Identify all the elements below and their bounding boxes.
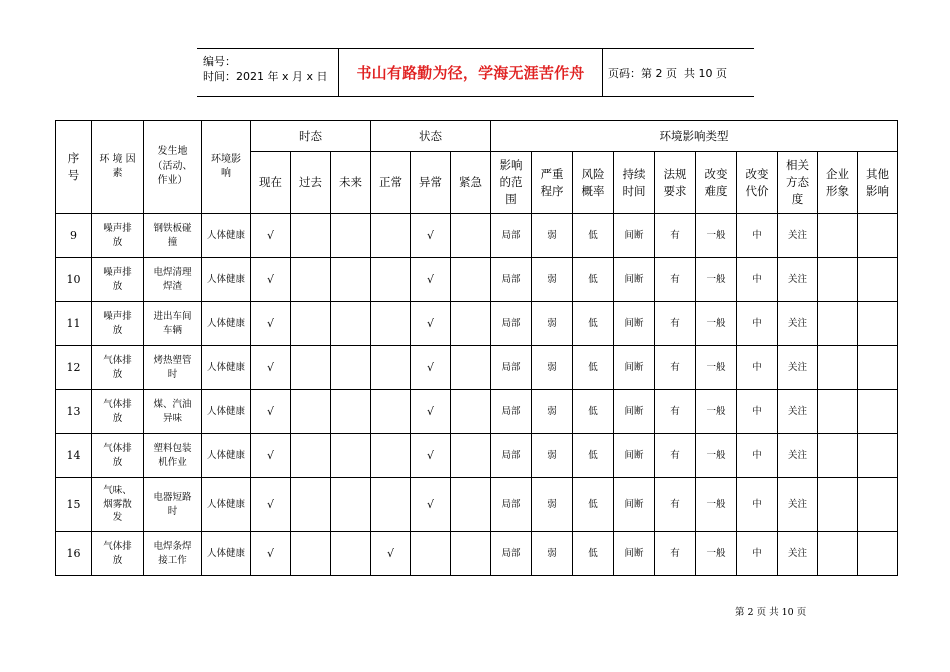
cell-location: 钢铁板碰撞 [144, 214, 202, 258]
cell-cost: 中 [737, 390, 778, 434]
table-row [56, 478, 898, 532]
cell-image [818, 434, 858, 478]
cell-factor: 气体排放 [92, 532, 144, 576]
cell-difficulty: 一般 [696, 390, 737, 434]
table-row [56, 434, 898, 478]
cell-factor: 气体排放 [92, 434, 144, 478]
cell-scope: 局部 [491, 214, 532, 258]
cell-future [331, 390, 371, 434]
cell-location: 煤、汽油异味 [144, 390, 202, 434]
cell-law: 有 [655, 214, 696, 258]
header-tense-group: 时态 [251, 121, 371, 152]
cell-scope: 局部 [491, 390, 532, 434]
cell-risk: 低 [573, 302, 614, 346]
cell-future [331, 434, 371, 478]
cell-other [858, 302, 898, 346]
cell-attitude: 关注 [778, 302, 818, 346]
motto-text: 书山有路勤为径，学海无涯苦作舟 [339, 49, 603, 96]
cell-seq: 13 [56, 390, 92, 434]
cell-duration: 间断 [614, 302, 655, 346]
cell-now: √ [251, 478, 291, 532]
cell-cost: 中 [737, 346, 778, 390]
cell-cost: 中 [737, 302, 778, 346]
cell-image [818, 214, 858, 258]
cell-other [858, 532, 898, 576]
cell-other [858, 214, 898, 258]
cell-law: 有 [655, 478, 696, 532]
cell-impact: 人体健康 [202, 214, 251, 258]
cell-normal [371, 434, 411, 478]
cell-risk: 低 [573, 532, 614, 576]
cell-image [818, 478, 858, 532]
cell-normal [371, 478, 411, 532]
header-type-severity: 严重程序 [532, 152, 573, 214]
cell-cost: 中 [737, 434, 778, 478]
header-type-attitude: 相关方态度 [778, 152, 818, 214]
cell-other [858, 434, 898, 478]
page-label: 页码：第 2 页 共 10 页 [608, 66, 727, 80]
cell-duration: 间断 [614, 346, 655, 390]
cell-attitude: 关注 [778, 214, 818, 258]
cell-factor: 气体排放 [92, 390, 144, 434]
table-row [56, 532, 898, 576]
cell-location: 电焊清理焊渣 [144, 258, 202, 302]
cell-cost: 中 [737, 532, 778, 576]
cell-difficulty: 一般 [696, 214, 737, 258]
cell-scope: 局部 [491, 478, 532, 532]
cell-scope: 局部 [491, 258, 532, 302]
cell-image [818, 390, 858, 434]
cell-urgent [451, 390, 491, 434]
cell-difficulty: 一般 [696, 532, 737, 576]
cell-seq: 12 [56, 346, 92, 390]
cell-difficulty: 一般 [696, 434, 737, 478]
cell-location: 进出车间车辆 [144, 302, 202, 346]
cell-duration: 间断 [614, 390, 655, 434]
header-type-scope: 影响的范围 [491, 152, 532, 214]
header-seq: 序号 [56, 121, 92, 214]
cell-now: √ [251, 214, 291, 258]
cell-normal [371, 258, 411, 302]
environment-factor-table [55, 120, 898, 576]
header-impact: 环境影响 [202, 121, 251, 214]
cell-severity: 弱 [532, 302, 573, 346]
cell-law: 有 [655, 258, 696, 302]
cell-duration: 间断 [614, 214, 655, 258]
cell-seq: 15 [56, 478, 92, 532]
cell-scope: 局部 [491, 434, 532, 478]
cell-attitude: 关注 [778, 346, 818, 390]
cell-location: 电焊条焊接工作 [144, 532, 202, 576]
cell-severity: 弱 [532, 478, 573, 532]
cell-future [331, 478, 371, 532]
cell-past [291, 258, 331, 302]
cell-impact: 人体健康 [202, 478, 251, 532]
cell-severity: 弱 [532, 214, 573, 258]
header-state-abnormal: 异常 [411, 152, 451, 214]
document-header [197, 48, 754, 97]
cell-impact: 人体健康 [202, 258, 251, 302]
cell-past [291, 532, 331, 576]
cell-future [331, 532, 371, 576]
cell-other [858, 346, 898, 390]
cell-risk: 低 [573, 214, 614, 258]
cell-duration: 间断 [614, 478, 655, 532]
cell-attitude: 关注 [778, 258, 818, 302]
cell-impact: 人体健康 [202, 434, 251, 478]
cell-other [858, 390, 898, 434]
header-meta [197, 49, 339, 96]
cell-factor: 噪声排放 [92, 258, 144, 302]
cell-factor: 气体排放 [92, 346, 144, 390]
cell-abnormal: √ [411, 478, 451, 532]
cell-image [818, 258, 858, 302]
cell-law: 有 [655, 532, 696, 576]
header-tense-past: 过去 [291, 152, 331, 214]
header-type-image: 企业形象 [818, 152, 858, 214]
cell-seq: 16 [56, 532, 92, 576]
cell-abnormal: √ [411, 390, 451, 434]
cell-seq: 10 [56, 258, 92, 302]
cell-other [858, 478, 898, 532]
cell-now: √ [251, 434, 291, 478]
cell-cost: 中 [737, 214, 778, 258]
header-type-other: 其他影响 [858, 152, 898, 214]
cell-urgent [451, 434, 491, 478]
time-label: 时间：2021 年 x 月 x 日 [203, 70, 328, 83]
cell-abnormal: √ [411, 346, 451, 390]
cell-impact: 人体健康 [202, 390, 251, 434]
cell-normal [371, 346, 411, 390]
header-page [603, 49, 754, 96]
cell-abnormal: √ [411, 258, 451, 302]
cell-image [818, 302, 858, 346]
table-body [56, 214, 898, 576]
table-row [56, 302, 898, 346]
cell-location: 烤热塑管时 [144, 346, 202, 390]
cell-past [291, 478, 331, 532]
page-footer: 第 2 页 共 10 页 [735, 607, 807, 618]
cell-urgent [451, 302, 491, 346]
header-type-duration: 持续时间 [614, 152, 655, 214]
header-location: 发生地（活动、作业） [144, 121, 202, 214]
cell-normal [371, 214, 411, 258]
cell-other [858, 258, 898, 302]
cell-abnormal [411, 532, 451, 576]
cell-location: 塑料包装机作业 [144, 434, 202, 478]
cell-scope: 局部 [491, 532, 532, 576]
cell-normal [371, 302, 411, 346]
cell-abnormal: √ [411, 434, 451, 478]
cell-normal [371, 390, 411, 434]
cell-urgent [451, 478, 491, 532]
cell-now: √ [251, 258, 291, 302]
cell-now: √ [251, 532, 291, 576]
cell-now: √ [251, 346, 291, 390]
table-row [56, 390, 898, 434]
cell-location: 电器短路时 [144, 478, 202, 532]
cell-cost: 中 [737, 258, 778, 302]
cell-attitude: 关注 [778, 532, 818, 576]
cell-seq: 9 [56, 214, 92, 258]
cell-duration: 间断 [614, 434, 655, 478]
header-state-urgent: 紧急 [451, 152, 491, 214]
cell-attitude: 关注 [778, 434, 818, 478]
cell-past [291, 214, 331, 258]
cell-future [331, 258, 371, 302]
cell-severity: 弱 [532, 258, 573, 302]
cell-image [818, 346, 858, 390]
cell-severity: 弱 [532, 390, 573, 434]
header-tense-now: 现在 [251, 152, 291, 214]
cell-law: 有 [655, 346, 696, 390]
header-type-cost: 改变代价 [737, 152, 778, 214]
cell-severity: 弱 [532, 532, 573, 576]
cell-attitude: 关注 [778, 390, 818, 434]
cell-risk: 低 [573, 346, 614, 390]
header-state-group: 状态 [371, 121, 491, 152]
cell-severity: 弱 [532, 346, 573, 390]
header-type-difficulty: 改变难度 [696, 152, 737, 214]
cell-difficulty: 一般 [696, 302, 737, 346]
cell-future [331, 214, 371, 258]
cell-scope: 局部 [491, 302, 532, 346]
number-label: 编号： [203, 55, 236, 68]
table-row [56, 214, 898, 258]
cell-normal: √ [371, 532, 411, 576]
cell-factor: 噪声排放 [92, 214, 144, 258]
cell-seq: 11 [56, 302, 92, 346]
cell-seq: 14 [56, 434, 92, 478]
cell-future [331, 302, 371, 346]
cell-risk: 低 [573, 434, 614, 478]
cell-urgent [451, 346, 491, 390]
cell-law: 有 [655, 390, 696, 434]
header-type-law: 法规要求 [655, 152, 696, 214]
cell-duration: 间断 [614, 532, 655, 576]
cell-duration: 间断 [614, 258, 655, 302]
cell-risk: 低 [573, 478, 614, 532]
header-types-group: 环境影响类型 [491, 121, 898, 152]
cell-scope: 局部 [491, 346, 532, 390]
cell-urgent [451, 214, 491, 258]
cell-severity: 弱 [532, 434, 573, 478]
cell-past [291, 302, 331, 346]
header-type-risk: 风险概率 [573, 152, 614, 214]
cell-image [818, 532, 858, 576]
cell-abnormal: √ [411, 214, 451, 258]
cell-now: √ [251, 390, 291, 434]
cell-attitude: 关注 [778, 478, 818, 532]
cell-risk: 低 [573, 390, 614, 434]
cell-future [331, 346, 371, 390]
cell-factor: 气味、烟雾散发 [92, 478, 144, 532]
table-row [56, 258, 898, 302]
table-row [56, 346, 898, 390]
cell-cost: 中 [737, 478, 778, 532]
cell-difficulty: 一般 [696, 478, 737, 532]
cell-difficulty: 一般 [696, 258, 737, 302]
cell-impact: 人体健康 [202, 346, 251, 390]
cell-now: √ [251, 302, 291, 346]
cell-law: 有 [655, 302, 696, 346]
cell-factor: 噪声排放 [92, 302, 144, 346]
cell-impact: 人体健康 [202, 302, 251, 346]
cell-impact: 人体健康 [202, 532, 251, 576]
header-factor: 环 境 因 素 [92, 121, 144, 214]
header-tense-future: 未来 [331, 152, 371, 214]
cell-law: 有 [655, 434, 696, 478]
header-state-normal: 正常 [371, 152, 411, 214]
cell-abnormal: √ [411, 302, 451, 346]
cell-past [291, 390, 331, 434]
cell-difficulty: 一般 [696, 346, 737, 390]
cell-urgent [451, 258, 491, 302]
cell-urgent [451, 532, 491, 576]
cell-risk: 低 [573, 258, 614, 302]
cell-past [291, 346, 331, 390]
cell-past [291, 434, 331, 478]
